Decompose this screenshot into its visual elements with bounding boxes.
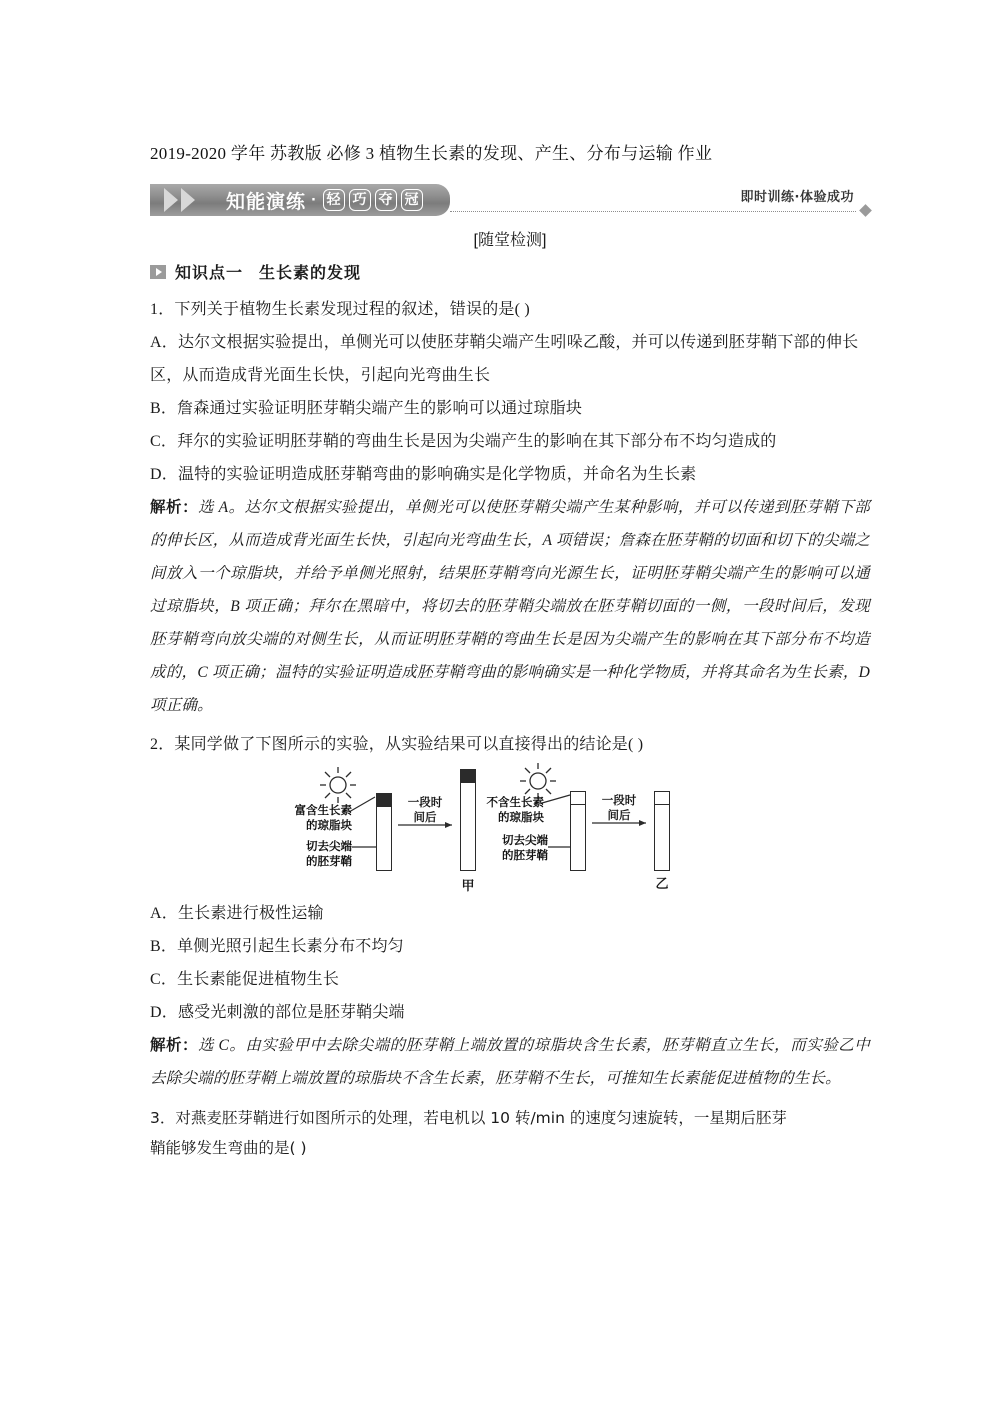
banner-separator: · bbox=[311, 192, 317, 208]
diamond-icon bbox=[859, 204, 872, 217]
question-1-explanation bbox=[150, 491, 870, 722]
banner-boxed-char-3: 夺 bbox=[375, 189, 397, 211]
knowledge-point-title bbox=[175, 260, 361, 283]
question-1-option-d: D．温特的实验证明造成胚芽鞘弯曲的影响确实是化学物质，并命名为生长素 bbox=[150, 466, 697, 483]
agar-block-left-after bbox=[460, 769, 476, 783]
label-coleoptile-right: 切去尖端 的胚芽鞘 bbox=[502, 833, 548, 862]
explanation-prefix-2: 解析： bbox=[150, 1037, 199, 1054]
agar-block-right-before bbox=[570, 791, 586, 805]
question-2-option-b: B．单侧光照引起生长素分布不均匀 bbox=[150, 938, 404, 955]
question-1-option-c: C．拜尔的实验证明胚芽鞘的弯曲生长是因为尖端产生的影响在其下部分布不均匀造成的 bbox=[150, 433, 777, 450]
banner-tagline: 即时训练·体验成功 bbox=[740, 190, 854, 205]
knowledge-point-header bbox=[150, 260, 870, 283]
explanation-prefix: 解析： bbox=[150, 499, 199, 516]
label-agar-left: 富含生长素 的琼脂块 bbox=[294, 803, 352, 832]
sun-icon-right bbox=[520, 763, 556, 799]
figure-name-left: 甲 bbox=[461, 879, 475, 894]
label-agar-right: 不含生长素 的琼脂块 bbox=[486, 795, 544, 824]
agar-block-left-before bbox=[376, 793, 392, 807]
question-1-stem: 1．下列关于植物生长素发现过程的叙述，错误的是( ) bbox=[150, 301, 530, 318]
knowledge-point-label: 知识点一 bbox=[175, 263, 244, 282]
experiment-figure bbox=[150, 767, 870, 895]
banner-title bbox=[226, 187, 424, 213]
explanation-body: 选 A。达尔文根据实验提出，单侧光可以使胚芽鞘尖端产生某种影响，并可以传递到胚芽鞘下部的伸长区，从而造成背光面生长快，引起向光弯曲生长，A 项错误；詹森在胚芽鞘的切面和切下的尖端之间放入一个琼脂块，并给予单侧光照射，结果胚芽鞘弯向光源生长，证明胚芽鞘尖端产生的影响可以通过琼脂块，B 项正确；拜尔在黑暗中，将切去的胚芽鞘尖端放在胚芽鞘切面的一侧，一段时间后，发现胚芽鞘弯向放尖端的对侧生长，从而证明胚芽鞘的弯曲生长是因为尖端产生的影响在其下部分布不均造成的，C 项正确；温特的实验证明造成胚芽鞘弯曲的影响确实是一种化学物质，并将其命名为生长素，D 项正确。 bbox=[150, 499, 870, 714]
banner-title-main: 知能演练 bbox=[226, 190, 307, 213]
question-2-option-c: C．生长素能促进植物生长 bbox=[150, 971, 340, 988]
question-1-option-b: B．詹森通过实验证明胚芽鞘尖端产生的影响可以通过琼脂块 bbox=[150, 400, 583, 417]
page-title: 2019-2020 学年 苏教版 必修 3 植物生长素的发现、产生、分布与运输 作业 bbox=[150, 144, 713, 163]
banner-boxed-char-2: 巧 bbox=[349, 189, 371, 211]
play-triangle-icon bbox=[150, 265, 166, 279]
sun-icon-left bbox=[320, 767, 356, 803]
question-3-stem-line2: 鞘能够发生弯曲的是( ) bbox=[150, 1139, 307, 1157]
arrow-caption-right: 一段时 间后 bbox=[601, 793, 637, 822]
double-chevron-icon bbox=[164, 188, 218, 212]
question-2-option-a: A．生长素进行极性运输 bbox=[150, 905, 324, 922]
question-2-option-d: D．感受光刺激的部位是胚芽鞘尖端 bbox=[150, 1004, 405, 1021]
figure-name-right: 乙 bbox=[655, 877, 669, 892]
agar-block-right-after bbox=[654, 791, 670, 805]
banner-dotted-rule bbox=[450, 211, 856, 212]
arrow-caption-left: 一段时 间后 bbox=[407, 795, 443, 824]
knowledge-point-topic: 生长素的发现 bbox=[259, 263, 362, 282]
question-2-stem: 2．某同学做了下图所示的实验，从实验结果可以直接得出的结论是( ) bbox=[150, 736, 644, 753]
section-label: [随堂检测] bbox=[473, 232, 547, 249]
banner-boxed-char-4: 冠 bbox=[401, 189, 423, 211]
explanation-body-2: 选 C。由实验甲中去除尖端的胚芽鞘上端放置的琼脂块含生长素，胚芽鞘直立生长，而实验乙中去除尖端的胚芽鞘上端放置的琼脂块不含生长素，胚芽鞘不生长，可推知生长素能促进植物的生长。 bbox=[150, 1037, 870, 1087]
document-content bbox=[150, 140, 870, 1163]
figure-inner bbox=[270, 767, 700, 895]
banner-boxed-char-1: 轻 bbox=[323, 189, 345, 211]
question-2-explanation bbox=[150, 1029, 870, 1095]
question-3-stem-line1: 3．对燕麦胚芽鞘进行如图所示的处理，若电机以 10 转/min 的速度匀速旋转，一星期后胚芽 bbox=[150, 1109, 787, 1127]
section-banner bbox=[150, 184, 870, 218]
question-1-option-a: A．达尔文根据实验提出，单侧光可以使胚芽鞘尖端产生吲哚乙酸，并可以传递到胚芽鞘下部的伸长区，从而造成背光面生长快，引起向光弯曲生长 bbox=[150, 334, 859, 384]
label-coleoptile-left: 切去尖端 的胚芽鞘 bbox=[306, 839, 352, 868]
